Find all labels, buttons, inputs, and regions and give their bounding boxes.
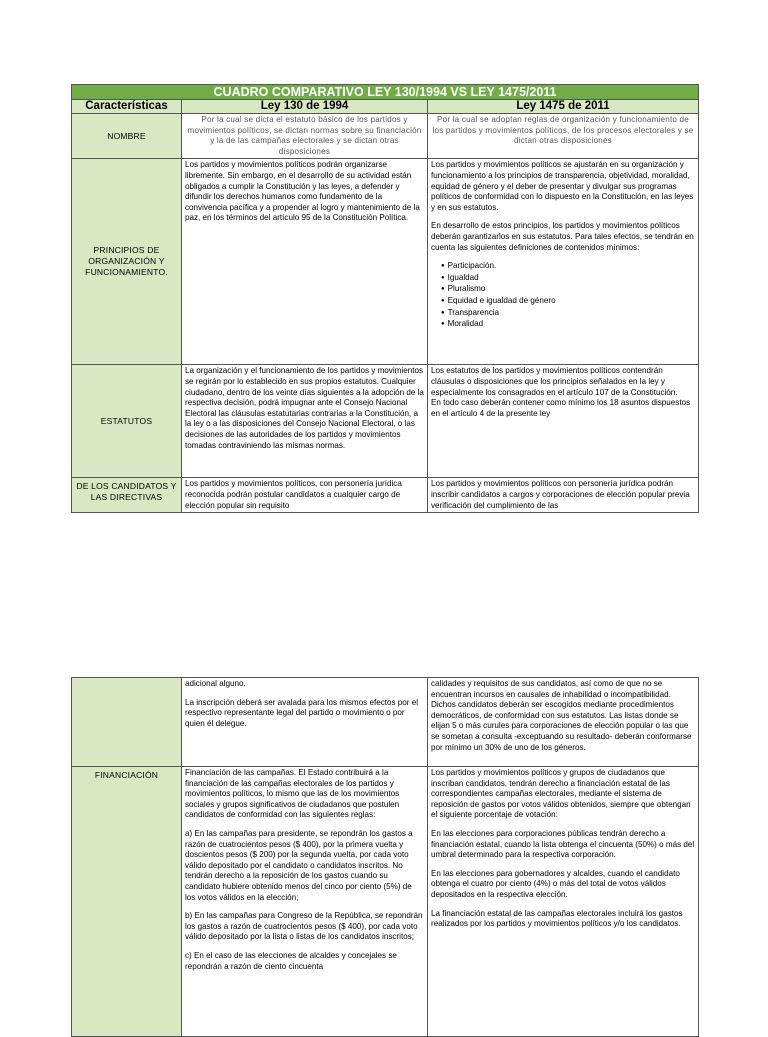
table-title: CUADRO COMPARATIVO LEY 130/1994 VS LEY 1475/2011 (72, 85, 699, 100)
candidatos-cont-ley130-p2: La inscripción deberá ser avalada para los mismos efectos por el respectivo representante legal del partido o movimiento o por quien él delegue. (185, 697, 419, 728)
row-label-estatutos: ESTATUTOS (72, 365, 182, 478)
table-row (72, 365, 699, 478)
list-item: ● Participación. (441, 261, 695, 273)
financiacion-ley1475-p2: En las elecciones para corporaciones públicas tendrán derecho a financiación estatal, cuando la lista obtenga el cincuenta (50%) o más del umbral determinado para la respectiva corporación. (431, 828, 695, 860)
financiacion-ley130-p2: a) En las campañas para presidente, se repondrán los gastos a razón de cuatrocientos pesos ($ 400), por la primera vuelta y doscientos pesos ($ 200) por la segunda vuelta, por cada voto válido depositado por el candidato o candidatos inscritos. No tendrán derecho a la reposición de los gastos cuando su candidato hubiere obtenido menos del cinco por ciento (5%) de los votos válidos en la elección; (185, 828, 413, 902)
list-item: ● Transparencia (441, 308, 695, 320)
list-item: ● Pluralismo (441, 284, 695, 296)
financiacion-ley1475-p1: Los partidos y movimientos políticos y grupos de ciudadanos que inscriban candidatos, tendrán derecho a financiación estatal de las correspondientes campañas electorales, mediante el sistema de reposición de gastos por votos válidos obtenidos, siempre que obtengan el siguiente porcentaje de votación: (431, 768, 691, 820)
comparison-table-continued (71, 677, 699, 1037)
principios-list (431, 261, 695, 331)
comparison-table (71, 84, 699, 513)
financiacion-ley1475-p3: En las elecciones para gobernadores y alcaldes, cuando el candidato obtenga el cuatro por ciento (4%) o más del total de votos válidos depositados en la respectiva elección. (431, 868, 680, 899)
row-label-candidatos-cont (72, 678, 182, 767)
financiacion-ley130 (182, 767, 428, 1037)
financiacion-ley130-p1: Financiación de las campañas. El Estado contribuirá a la financiación de las campañas electorales de los partidos y movimientos políticos, lo mismo que las de los movimientos sociales y grupos significativos de ciudadanos que postulen candidatos de conformidad con las siguientes reglas: (185, 768, 400, 820)
candidatos-ley1475: Los partidos y movimientos políticos con personería jurídica podrán inscribir candidatos a cargos y corporaciones de elección popular previa verificación del cumplimiento de las (428, 478, 699, 513)
principios-ley130: Los partidos y movimientos políticos podrán organizarse libremente. Sin embargo, en el desarrollo de su actividad están obligados a cumplir la Constitución y las leyes, a defender y difundir los derechos humanos como fundamento de la convivencia pacífica y a propender al logro y mantenimiento de la paz, en los términos del artículo 95 de la Constitución Política. (182, 159, 428, 365)
list-item: ● Equidad e igualdad de género (441, 296, 695, 308)
list-item: ● Moralidad (441, 319, 695, 331)
candidatos-cont-ley130 (182, 678, 428, 767)
nombre-ley1475: Por la cual se adoptan reglas de organización y funcionamiento de los partidos y movimientos políticos, de los procesos electorales y se dictan otras disposiciones (428, 114, 699, 159)
principios-ley1475 (428, 159, 699, 365)
estatutos-ley130: La organización y el funcionamiento de los partidos y movimientos se regirán por lo establecido en sus propios estatutos. Cualquier ciudadano, dentro de los veinte días siguientes a la adopción de la respectiva decisión, podrá impugnar ante el Consejo Nacional Electoral las cláusulas estatutarias contrarias a la Constitución, a la ley o a las disposiciones del Consejo Nacional Electoral, o las decisiones de las autoridades de los partidos y movimientos tomadas contraviniendo las mismas normas. (182, 365, 428, 478)
header-caracteristicas: Características (72, 100, 182, 114)
header-ley-1475: Ley 1475 de 2011 (428, 100, 699, 114)
financiacion-ley1475-p4: La financiación estatal de las campañas electorales incluirá los gastos realizados por los partidos y movimientos políticos y/o los candidatos. (431, 908, 683, 929)
row-label-financiacion: FINANCIACIÓN (72, 767, 182, 1037)
candidatos-cont-ley1475: calidades y requisitos de sus candidatos, así como de que no se encuentran incursos en causales de inhabilidad o incompatibilidad. Dichos candidatos deberán ser escogidos mediante procedimientos democráticos, de conformidad con sus estatutos. Las listas donde se elijan 5 o más curules para corporaciones de elección popular o las que se sometan a consulta -exceptuando su resultado- deberán conformarse por mínimo un 30% de uno de los géneros. (428, 678, 699, 767)
nombre-ley130: Por la cual se dicta el estatuto básico de los partidos y movimientos políticos, se dictan normas sobre su financiación y la de las campañas electorales y se dictan otras disposiciones (182, 114, 428, 159)
table-row (72, 159, 699, 365)
candidatos-cont-ley130-p1: adicional alguno. (185, 679, 246, 688)
financiacion-ley130-p4: c) En el caso de las elecciones de alcaldes y concejales se repondrán a razón de ciento cincuenta (185, 950, 397, 971)
list-item: ● Igualdad (441, 273, 695, 285)
row-label-principios: PRINCIPIOS DE ORGANIZACIÓN Y FUNCIONAMIENTO. (72, 159, 182, 365)
table-row (72, 678, 699, 767)
financiacion-ley130-p3: b) En las campañas para Congreso de la República, se repondrán los gastos a razón de cuatrocientos pesos ($ 400), por cada voto válido depositado por la lista o listas de los candidatos inscritos; (185, 911, 423, 942)
table-row (72, 114, 699, 159)
financiacion-ley1475 (428, 767, 699, 1037)
row-label-nombre: NOMBRE (72, 114, 182, 159)
table-row (72, 478, 699, 513)
estatutos-ley1475-p1: Los estatutos de los partidos y movimientos políticos contendrán cláusulas o disposiciones que los principios señalados en la ley y especialmente los consagrados en el artículo 107 de la Constitución. (431, 366, 678, 397)
estatutos-ley1475 (428, 365, 699, 478)
table-row (72, 767, 699, 1037)
header-ley-130: Ley 130 de 1994 (182, 100, 428, 114)
candidatos-ley130: Los partidos y movimientos políticos, con personería jurídica reconocida podrán postular candidatos a cualquier cargo de elección popular sin requisito (182, 478, 428, 513)
principios-ley1475-p2: En desarrollo de estos principios, los partidos y movimientos políticos deberán garantizarlos en sus estatutos. Para tales efectos, se tendrán en cuenta las siguientes definiciones de contenidos mínimos: (431, 221, 694, 252)
estatutos-ley1475-p2: En todo caso deberán contener como mínimo los 18 asuntos dispuestos en el artículo 4 de la presente ley (431, 398, 691, 418)
principios-ley1475-p1: Los partidos y movimientos políticos se ajustarán en su organización y funcionamiento a los principios de transparencia, objetividad, moralidad, equidad de género y el deber de presentar y divulgar sus programas políticos de conformidad con lo dispuesto en la Constitución, en las leyes y en sus estatutos. (431, 160, 694, 212)
row-label-candidatos: DE LOS CANDIDATOS Y LAS DIRECTIVAS (72, 478, 182, 513)
